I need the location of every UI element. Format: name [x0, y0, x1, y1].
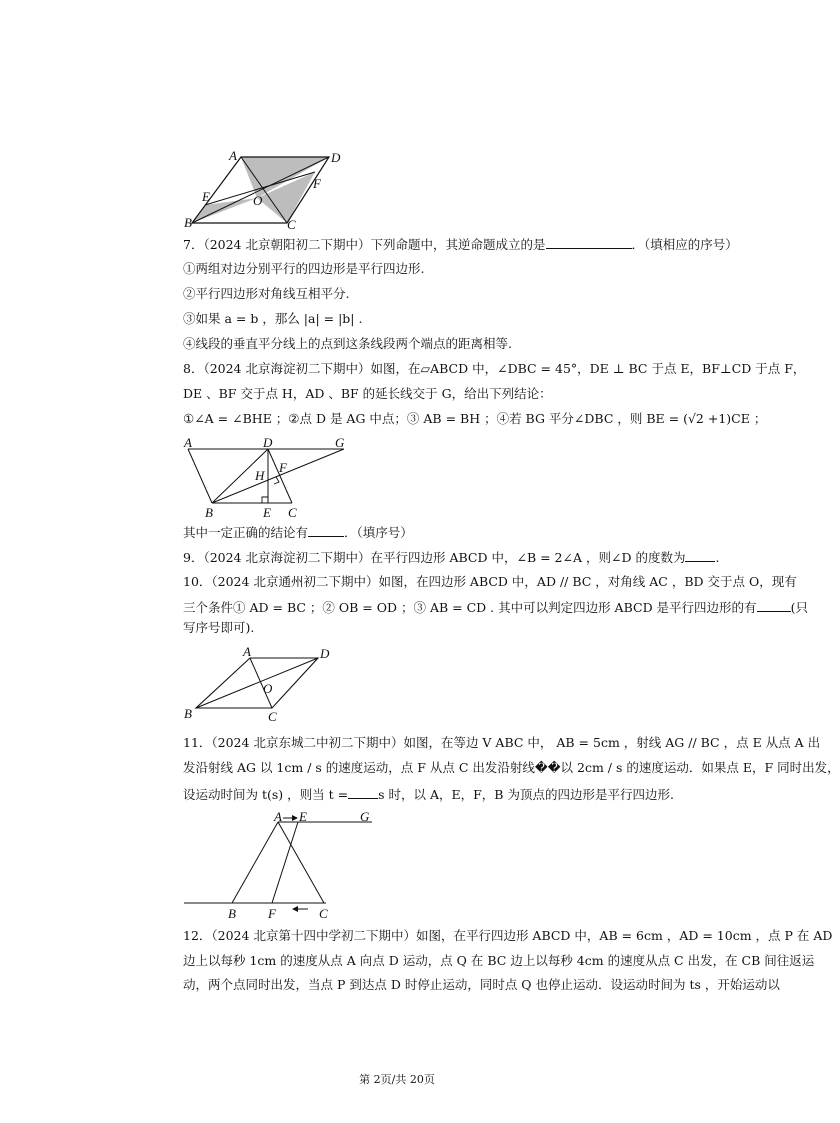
- q8-line-2: DE 、BF 交于点 H，AD 、BF 的延长线交于 G，给出下列结论：: [183, 386, 552, 401]
- label-E: E: [202, 189, 210, 204]
- label-O: O: [263, 681, 273, 696]
- label-F: F: [279, 460, 287, 475]
- q7-option-4: ④线段的垂直平分线上的点到这条线段两个端点的距离相等.: [183, 336, 512, 351]
- q8-answer-tail: ．（填序号）: [344, 525, 413, 540]
- label-A: A: [243, 644, 251, 659]
- q12-line-1: 12．（2024 北京第十四中学初二下期中）如图，在平行四边形 ABCD 中，AB = 6cm ，AD = 10cm ，点 P 在 AD: [183, 928, 833, 943]
- q10-line-3: 写序号即可).: [183, 620, 255, 635]
- label-C: C: [287, 217, 296, 232]
- page-footer: 第 2页/共 20页: [359, 1073, 435, 1086]
- q11-line-2: 发沿射线 AG 以 1cm / s 的速度运动，点 F 从点 C 出发沿射线��以 2cm / s 的速度运动．如果点 E，F 同时出发，: [183, 760, 840, 775]
- q10-line-2-text: 三个条件① AD = BC ；② OB = OD ；③ AB = CD . 其中可以判定四边形 ABCD 是平行四边形的有: [183, 600, 757, 615]
- label-F: F: [313, 176, 321, 191]
- label-A: A: [229, 148, 237, 163]
- label-D: D: [320, 646, 330, 661]
- label-G: G: [335, 435, 345, 450]
- q10-line-1: 10．（2024 北京通州初二下期中）如图，在四边形 ABCD 中，AD // BC ，对角线 AC ，BD 交于点 O，现有: [183, 574, 797, 589]
- q8-line-3: ①∠A = ∠BHE ；②点 D 是 AG 中点；③ AB = BH ；④若 BG 平分∠DBC ，则 BE = (√2 +1)CE ；: [183, 411, 767, 426]
- q7-stem: [183, 236, 738, 253]
- q7-option-2: ②平行四边形对角线互相平分.: [183, 286, 350, 301]
- q10-line-2-tail: (只: [790, 600, 808, 615]
- q11-answer-blank[interactable]: [348, 786, 378, 799]
- label-C: C: [288, 505, 297, 520]
- label-E: E: [263, 505, 271, 520]
- q12-line-3: 动，两个点同时出发，当点 P 到达点 D 时停止运动，同时点 Q 也停止运动．设运动时间为 ts ，开始运动以: [183, 977, 780, 992]
- figure-q10-quadrilateral: [180, 642, 340, 724]
- label-D: D: [331, 150, 341, 165]
- q11-line-3-text: 设运动时间为 t(s) ，则当 t =: [183, 787, 349, 802]
- q9-text: 9．（2024 北京海淀初二下期中）在平行四边形 ABCD 中，∠B = 2∠A ，则∠D 的度数为: [183, 550, 686, 565]
- q7-stem-text: 7．（2024 北京朝阳初二下期中）下列命题中，其逆命题成立的是: [183, 237, 546, 252]
- label-D: D: [263, 435, 273, 450]
- label-B: B: [205, 505, 213, 520]
- q11-line-3: [183, 786, 674, 803]
- label-G: G: [360, 809, 370, 824]
- q9-tail: .: [715, 550, 720, 565]
- q8-answer-text: 其中一定正确的结论有: [183, 525, 309, 540]
- q9: [183, 549, 719, 566]
- q11-line-1: 11．（2024 北京东城二中初二下期中）如图，在等边 V ABC 中， AB = 5cm ，射线 AG // BC ，点 E 从点 A 出: [183, 735, 821, 750]
- q7-stem-tail: ．（填相应的序号）: [631, 237, 738, 252]
- label-C: C: [319, 906, 328, 921]
- label-F: F: [268, 906, 276, 921]
- q8-answer-blank[interactable]: [308, 524, 344, 537]
- label-A: A: [274, 809, 282, 824]
- q7-option-1: ①两组对边分别平行的四边形是平行四边形.: [183, 261, 425, 276]
- label-B: B: [228, 906, 236, 921]
- q11-line-3-tail: s 时，以 A，E，F，B 为顶点的四边形是平行四边形.: [378, 787, 674, 802]
- figure-q11-triangle: [180, 806, 380, 920]
- label-H: H: [255, 468, 265, 483]
- label-E: E: [299, 809, 307, 824]
- q7-answer-blank[interactable]: [546, 236, 632, 249]
- q10-line-2: [183, 599, 808, 616]
- label-O: O: [253, 193, 263, 208]
- label-C: C: [268, 709, 277, 724]
- q9-answer-blank[interactable]: [685, 549, 715, 562]
- q7-option-3: ③如果 a = b ，那么 |a| = |b| .: [183, 311, 363, 326]
- label-B: B: [184, 215, 192, 230]
- figure-parallelogram-shaded: [180, 146, 350, 230]
- figure-q8-parallelogram: [180, 433, 360, 521]
- q8-line-1: 8．（2024 北京海淀初二下期中）如图，在▱ABCD 中，∠DBC = 45°，DE ⊥ BC 于点 E，BF⊥CD 于点 F，: [183, 361, 806, 376]
- label-B: B: [184, 706, 192, 721]
- q10-answer-blank[interactable]: [757, 599, 791, 612]
- q12-line-2: 边上以每秒 1cm 的速度从点 A 向点 D 运动，点 Q 在 BC 边上以每秒 4cm 的速度从点 C 出发，在 CB 间往返运: [183, 953, 815, 968]
- label-A: A: [184, 435, 192, 450]
- q8-answer: [183, 524, 413, 541]
